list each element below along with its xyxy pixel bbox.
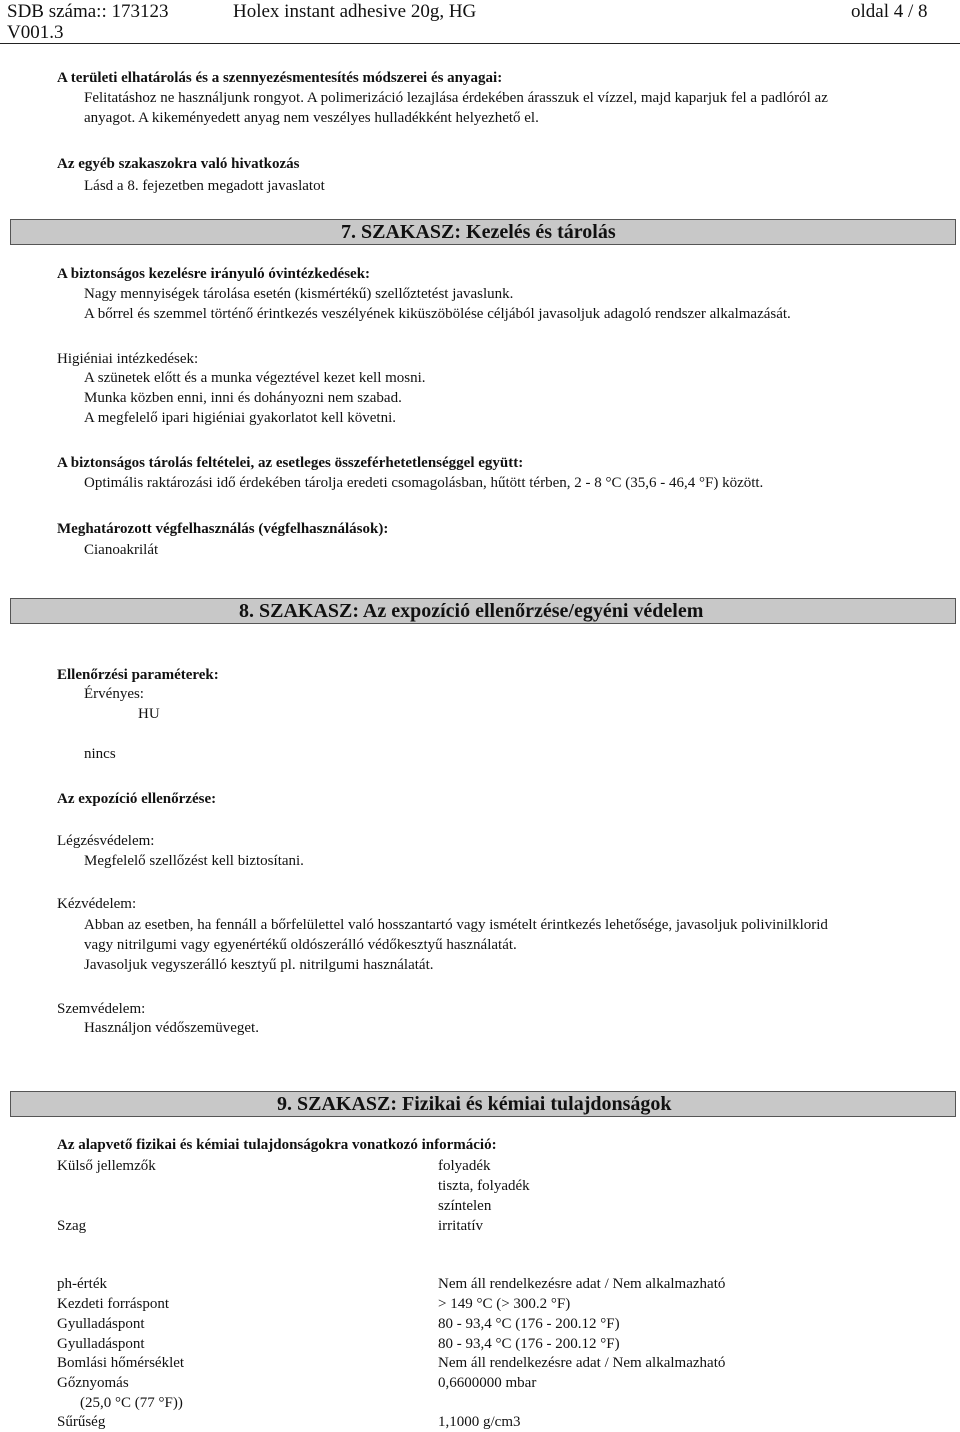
none-text: nincs [84,746,116,762]
cleanup-heading: A területi elhatárolás és a szennyezésmentesítés módszerei és anyagai: [57,70,503,86]
eye-text: Használjon védőszemüveget. [84,1020,259,1036]
respiratory-heading: Légzésvédelem: [57,833,155,849]
control-params-heading: Ellenőrzési paraméterek: [57,667,219,683]
reference-heading: Az egyéb szakaszokra való hivatkozás [57,156,300,172]
eye-heading: Szemvédelem: [57,1001,146,1017]
prop-value-flash-2: 80 - 93,4 °C (176 - 200.12 °F) [438,1336,620,1352]
prop-value-density: 1,1000 g/cm3 [438,1414,521,1430]
section-8-bar [10,598,956,624]
prop-label-decomposition: Bomlási hőmérséklet [57,1355,185,1371]
valid-label: Érvényes: [84,686,144,702]
hygiene-line-1: A szünetek előtt és a munka végeztével kezet kell mosni. [84,370,426,386]
prop-label-ph: ph-érték [57,1276,107,1292]
sdb-number: SDB száma:: 173123 [7,1,169,22]
prop-value-odor: irritatív [438,1218,483,1234]
hand-line-3: Javasoljuk vegyszerálló kesztyű pl. nitrilgumi használatát. [84,957,434,973]
hand-line-1: Abban az esetben, ha fennáll a bőrfelülettel való hosszantartó vagy ismételt érintkezés lehetősége, javasoljuk polivinilklorid [84,917,828,933]
page-number: oldal 4 / 8 [851,1,928,22]
section-9-bar [10,1091,956,1117]
product-name: Holex instant adhesive 20g, HG [233,1,477,22]
hand-line-2: vagy nitrilgumi vagy egyenértékű oldószerálló védőkesztyű használatát. [84,937,517,953]
hygiene-line-2: Munka közben enni, inni és dohányozni nem szabad. [84,390,402,406]
prop-label-flash-1: Gyulladáspont [57,1316,145,1332]
prop-label-appearance: Külső jellemzők [57,1158,156,1174]
prop-label-odor: Szag [57,1218,87,1234]
reference-text: Lásd a 8. fejezetben megadott javaslatot [84,178,325,194]
section-8-title: 8. SZAKASZ: Az expozíció ellenőrzése/egyéni védelem [239,600,704,622]
header-rule [0,43,960,44]
version: V001.3 [7,22,64,43]
cleanup-line-1: Felitatáshoz ne használjunk rongyot. A polimerizáció lezajlása érdekében árasszuk el vízzel, majd kaparjuk fel a padlóról az [84,90,828,106]
respiratory-text: Megfelelő szellőzést kell biztosítani. [84,853,304,869]
storage-line-1: Optimális raktározási idő érdekében tárolja eredeti csomagolásban, hűtött térben, 2 - 8 °C (35,6 - 46,4 °F) között. [84,475,764,491]
hygiene-line-3: A megfelelő ipari higiéniai gyakorlatot kell követni. [84,410,396,426]
prop-label-flash-2: Gyulladáspont [57,1336,145,1352]
exposure-control-heading: Az expozíció ellenőrzése: [57,791,217,807]
prop-value-appearance-1: folyadék [438,1158,491,1174]
section-7-bar [10,219,956,245]
end-use-text: Cianoakrilát [84,542,159,558]
safe-handling-heading: A biztonságos kezelésre irányuló óvintézkedések: [57,266,371,282]
prop-value-appearance-3: színtelen [438,1198,492,1214]
section-7-title: 7. SZAKASZ: Kezelés és tárolás [341,221,616,243]
prop-value-appearance-2: tiszta, folyadék [438,1178,530,1194]
section-9-title: 9. SZAKASZ: Fizikai és kémiai tulajdonságok [277,1093,672,1115]
prop-sublabel-vapor-pressure: (25,0 °C (77 °F)) [80,1395,183,1411]
prop-value-decomposition: Nem áll rendelkezésre adat / Nem alkalmazható [438,1355,726,1371]
basic-properties-heading: Az alapvető fizikai és kémiai tulajdonságokra vonatkozó információ: [57,1137,497,1153]
valid-value: HU [138,706,160,722]
prop-label-density: Sűrűség [57,1414,106,1430]
prop-value-flash-1: 80 - 93,4 °C (176 - 200.12 °F) [438,1316,620,1332]
safe-handling-line-2: A bőrrel és szemmel történő érintkezés veszélyének kiküszöbölése céljából javasoljuk adagoló rendszer alkalmazását. [84,306,791,322]
prop-value-ph: Nem áll rendelkezésre adat / Nem alkalmazható [438,1276,726,1292]
hand-heading: Kézvédelem: [57,896,137,912]
safe-handling-line-1: Nagy mennyiségek tárolása esetén (kismértékű) szellőztetést javaslunk. [84,286,514,302]
storage-heading: A biztonságos tárolás feltételei, az esetleges összeférhetetlenséggel együtt: [57,455,524,471]
prop-label-vapor-pressure: Gőznyomás [57,1375,129,1391]
prop-value-boiling: > 149 °C (> 300.2 °F) [438,1296,571,1312]
prop-label-boiling: Kezdeti forráspont [57,1296,170,1312]
hygiene-heading: Higiéniai intézkedések: [57,351,199,367]
cleanup-line-2: anyagot. A kikeményedett anyag nem veszélyes hulladékként helyezhető el. [84,110,539,126]
prop-value-vapor-pressure: 0,6600000 mbar [438,1375,537,1391]
end-use-heading: Meghatározott végfelhasználás (végfelhasználások): [57,521,389,537]
